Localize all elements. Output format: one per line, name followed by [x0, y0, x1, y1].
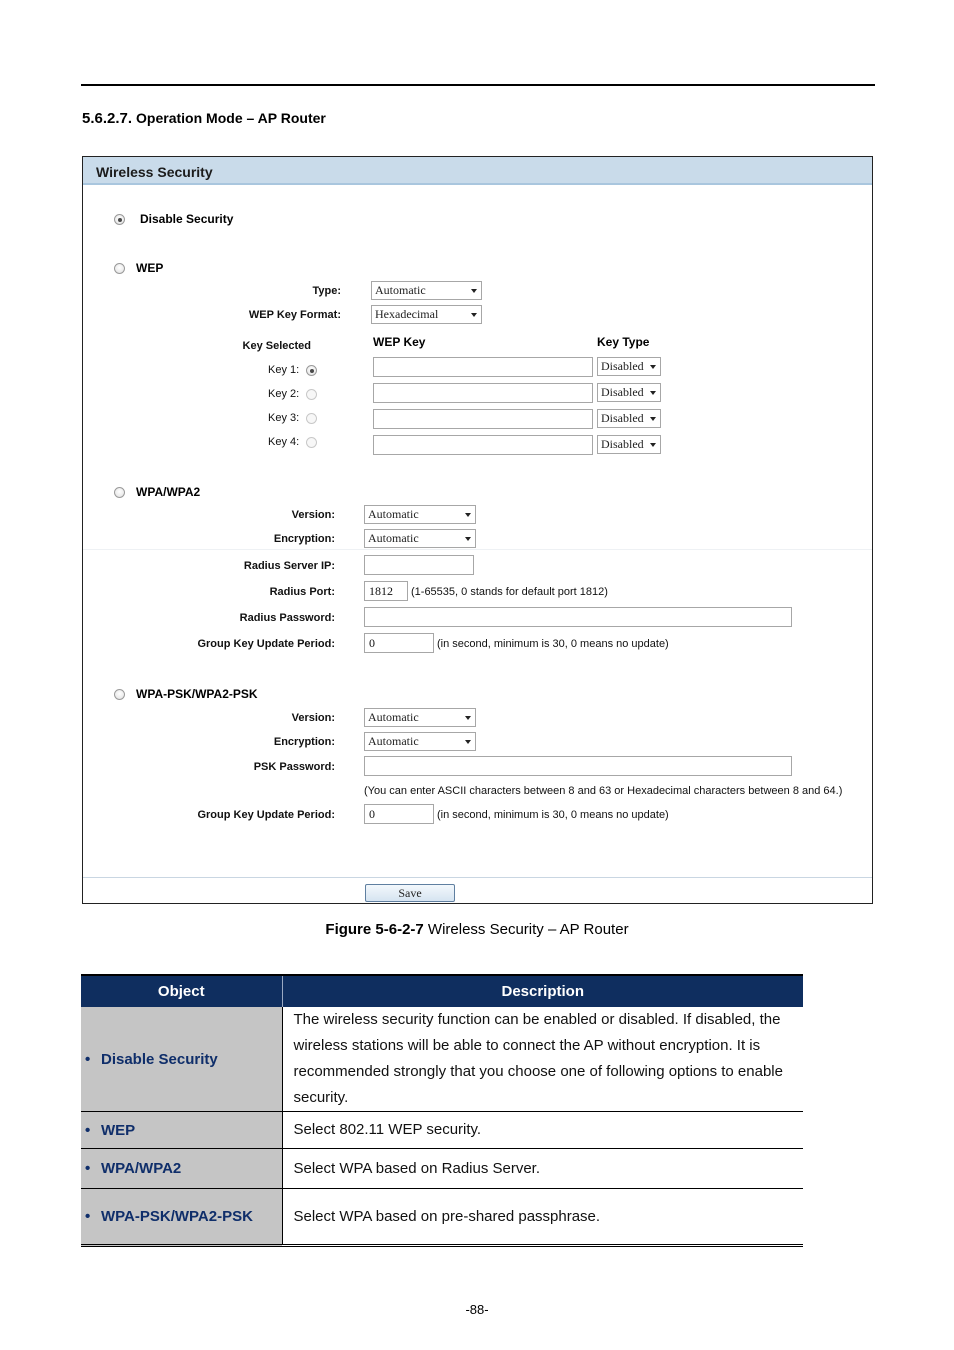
psk-encryption-label: Encryption: [273, 736, 335, 748]
key-4-type-value: Disabled [601, 437, 644, 451]
chevron-down-icon [650, 365, 656, 369]
bullet-icon: • [85, 1160, 91, 1177]
bullet-icon: • [85, 1121, 91, 1139]
wep-key-format-select[interactable] [371, 305, 482, 324]
wpa-psk-label: WPA-PSK/WPA2-PSK [136, 687, 258, 701]
table-cell-description: Select WPA based on pre-shared passphrase. [282, 1189, 803, 1246]
wpa-separator [83, 549, 872, 550]
wep-key-format-value: Hexadecimal [375, 307, 439, 321]
page-number: -88- [465, 1302, 489, 1317]
chevron-down-icon [465, 740, 471, 744]
wpa-psk-radio[interactable] [114, 689, 125, 700]
chevron-down-icon [465, 537, 471, 541]
panel-footer-rule [83, 877, 872, 878]
wpa-group-key-label: Group Key Update Period: [197, 638, 335, 650]
psk-group-key-input[interactable] [364, 804, 434, 824]
psk-password-hint: (You can enter ASCII characters between 8 and 63 or Hexadecimal characters between 8 and 64.) [364, 785, 843, 797]
wpa-version-label: Version: [291, 509, 335, 521]
radius-ip-label: Radius Server IP: [243, 560, 335, 572]
key-3-type-select[interactable] [597, 409, 661, 428]
psk-encryption-value: Automatic [368, 734, 419, 748]
table-cell-object [81, 1189, 282, 1246]
key-2-type-value: Disabled [601, 385, 644, 399]
psk-version-select[interactable] [364, 708, 476, 727]
wep-label: WEP [136, 261, 164, 275]
key-1-label: Key 1: [268, 364, 300, 376]
section-heading [82, 110, 326, 127]
wep-key-header: WEP Key [373, 335, 426, 349]
figure-caption [0, 921, 954, 938]
radius-port-input[interactable] [364, 581, 408, 601]
key-2-input[interactable] [373, 383, 593, 403]
psk-password-label: PSK Password: [253, 761, 335, 773]
key-1-type-select[interactable] [597, 357, 661, 376]
table-cell-description: The wireless security function can be enabled or disabled. If disabled, the wireless stations will be able to connect the AP without encryption. It is recommended strongly that you choose one of following options to enable security. [282, 1007, 803, 1112]
psk-version-value: Automatic [368, 710, 419, 724]
table-cell-description: Select 802.11 WEP security. [282, 1112, 803, 1149]
wpa-encryption-select[interactable] [364, 529, 476, 548]
table-row [81, 1007, 803, 1112]
key-4-label: Key 4: [268, 436, 300, 448]
psk-version-label: Version: [291, 712, 335, 724]
figure-text: Wireless Security – AP Router [423, 921, 629, 938]
wep-type-select[interactable] [371, 281, 482, 300]
object-description-table [81, 974, 803, 1247]
radius-port-label: Radius Port: [269, 586, 335, 598]
wep-key-format-label: WEP Key Format: [248, 309, 341, 321]
key-4-input[interactable] [373, 435, 593, 455]
chevron-down-icon [465, 716, 471, 720]
psk-group-key-label: Group Key Update Period: [197, 809, 335, 821]
table-cell-object [81, 1007, 282, 1112]
key-1-type-value: Disabled [601, 359, 644, 373]
key-type-header: Key Type [597, 335, 650, 349]
chevron-down-icon [650, 417, 656, 421]
key-4-type-select[interactable] [597, 435, 661, 454]
wep-radio[interactable] [114, 263, 125, 274]
table-cell-object [81, 1149, 282, 1189]
wpa-group-key-value: 0 [369, 636, 375, 650]
table-row [81, 1149, 803, 1189]
wpa-label: WPA/WPA2 [136, 485, 201, 499]
psk-password-input[interactable] [364, 756, 792, 776]
panel-title: Wireless Security [96, 164, 213, 180]
radius-password-label: Radius Password: [239, 612, 335, 624]
table-cell-description: Select WPA based on Radius Server. [282, 1149, 803, 1189]
wpa-radio[interactable] [114, 487, 125, 498]
key-2-radio[interactable] [306, 389, 317, 400]
key-3-label: Key 3: [268, 412, 300, 424]
save-button[interactable]: Save [365, 884, 455, 902]
radius-port-hint: (1-65535, 0 stands for default port 1812) [411, 586, 608, 598]
table-row [81, 1112, 803, 1149]
psk-group-key-value: 0 [369, 807, 375, 821]
chevron-down-icon [471, 289, 477, 293]
chevron-down-icon [650, 443, 656, 447]
wpa-encryption-value: Automatic [368, 531, 419, 545]
bullet-icon: • [85, 1050, 91, 1068]
object-name: WEP [101, 1121, 136, 1139]
disable-security-label: Disable Security [140, 212, 234, 226]
psk-encryption-select[interactable] [364, 732, 476, 751]
wpa-version-value: Automatic [368, 507, 419, 521]
section-title: Operation Mode – AP Router [136, 110, 326, 126]
section-number: 5.6.2.7. [82, 110, 133, 127]
chevron-down-icon [650, 391, 656, 395]
key-4-radio[interactable] [306, 437, 317, 448]
object-name: WPA-PSK/WPA2-PSK [101, 1208, 253, 1225]
key-selected-header: Key Selected [242, 340, 311, 352]
wep-type-label: Type: [312, 285, 341, 297]
wpa-version-select[interactable] [364, 505, 476, 524]
key-1-radio[interactable] [306, 365, 317, 376]
wpa-group-key-hint: (in second, minimum is 30, 0 means no update) [437, 638, 669, 650]
bullet-icon: • [85, 1208, 91, 1225]
key-2-type-select[interactable] [597, 383, 661, 402]
wpa-group-key-input[interactable] [364, 633, 434, 653]
object-name: WPA/WPA2 [101, 1160, 182, 1177]
key-1-input[interactable] [373, 357, 593, 377]
radius-password-input[interactable] [364, 607, 792, 627]
radius-ip-input[interactable] [364, 555, 474, 575]
wpa-encryption-label: Encryption: [273, 533, 335, 545]
object-column-header: Object [81, 975, 282, 1007]
key-3-radio[interactable] [306, 413, 317, 424]
chevron-down-icon [465, 513, 471, 517]
header-rule [81, 84, 875, 86]
description-column-header: Description [282, 975, 803, 1007]
key-3-type-value: Disabled [601, 411, 644, 425]
wireless-security-panel [82, 156, 873, 904]
table-cell-object [81, 1112, 282, 1149]
psk-group-key-hint: (in second, minimum is 30, 0 means no update) [437, 809, 669, 821]
table-header-row [81, 975, 803, 1007]
figure-number: Figure 5-6-2-7 [325, 921, 424, 938]
table-row [81, 1189, 803, 1246]
wep-type-value: Automatic [375, 283, 426, 297]
radius-port-value: 1812 [369, 584, 393, 598]
object-name: Disable Security [101, 1050, 218, 1068]
key-2-label: Key 2: [268, 388, 300, 400]
key-3-input[interactable] [373, 409, 593, 429]
chevron-down-icon [471, 313, 477, 317]
disable-security-radio[interactable] [114, 214, 125, 225]
